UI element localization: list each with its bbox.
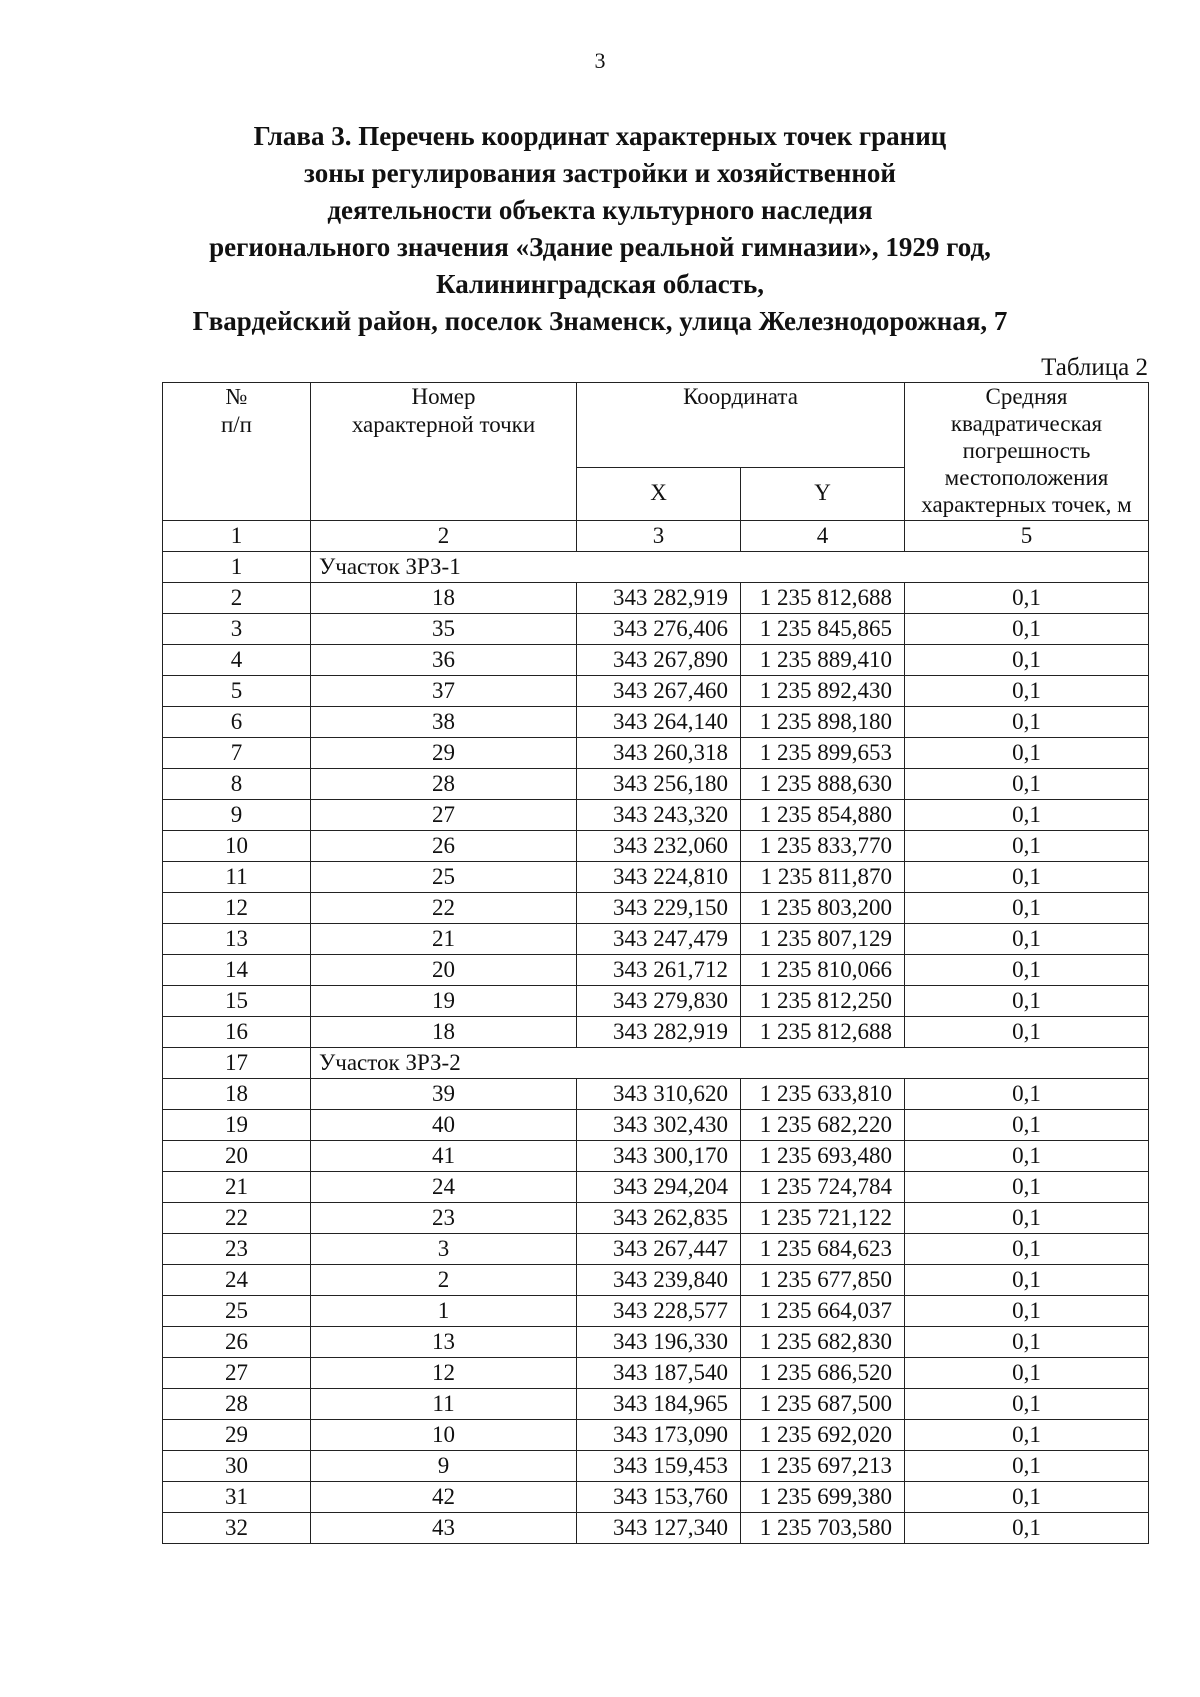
row-number-cell: 23 — [163, 1234, 311, 1265]
row-number-cell: 13 — [163, 924, 311, 955]
x-coordinate-cell: 343 232,060 — [577, 831, 741, 862]
error-cell: 0,1 — [905, 707, 1149, 738]
y-coordinate-cell: 1 235 697,213 — [741, 1451, 905, 1482]
row-number-cell: 5 — [163, 676, 311, 707]
y-coordinate-cell: 1 235 845,865 — [741, 614, 905, 645]
section-label-cell: Участок ЗРЗ-1 — [311, 552, 1149, 583]
header-row-number-sign: № — [225, 384, 248, 409]
section-row — [163, 552, 1149, 583]
table-row — [163, 1327, 1149, 1358]
x-coordinate-cell: 343 267,890 — [577, 645, 741, 676]
header-point-number — [311, 383, 577, 521]
row-number-cell: 32 — [163, 1513, 311, 1544]
x-coordinate-cell: 343 264,140 — [577, 707, 741, 738]
column-number-row — [163, 521, 1149, 552]
section-label-cell: Участок ЗРЗ-2 — [311, 1048, 1149, 1079]
point-number-cell: 9 — [311, 1451, 577, 1482]
y-coordinate-cell: 1 235 687,500 — [741, 1389, 905, 1420]
point-number-cell: 37 — [311, 676, 577, 707]
error-cell: 0,1 — [905, 986, 1149, 1017]
title-line: зоны регулирования застройки и хозяйственной — [304, 158, 896, 188]
row-number-cell: 15 — [163, 986, 311, 1017]
x-coordinate-cell: 343 276,406 — [577, 614, 741, 645]
point-number-cell: 1 — [311, 1296, 577, 1327]
point-number-cell: 39 — [311, 1079, 577, 1110]
x-coordinate-cell: 343 173,090 — [577, 1420, 741, 1451]
row-number-cell: 7 — [163, 738, 311, 769]
row-number-cell: 28 — [163, 1389, 311, 1420]
y-coordinate-cell: 1 235 889,410 — [741, 645, 905, 676]
point-number-cell: 25 — [311, 862, 577, 893]
point-number-cell: 42 — [311, 1482, 577, 1513]
y-coordinate-cell: 1 235 699,380 — [741, 1482, 905, 1513]
error-cell: 0,1 — [905, 1172, 1149, 1203]
error-cell: 0,1 — [905, 1017, 1149, 1048]
table-row — [163, 893, 1149, 924]
x-coordinate-cell: 343 159,453 — [577, 1451, 741, 1482]
table-row — [163, 1141, 1149, 1172]
header-coordinate: Координата — [577, 383, 905, 468]
x-coordinate-cell: 343 243,320 — [577, 800, 741, 831]
y-coordinate-cell: 1 235 682,830 — [741, 1327, 905, 1358]
row-number-cell: 4 — [163, 645, 311, 676]
row-number-cell: 2 — [163, 583, 311, 614]
header-y: Y — [741, 468, 905, 521]
point-number-cell: 22 — [311, 893, 577, 924]
error-cell: 0,1 — [905, 831, 1149, 862]
header-error: Средняя квадратическая погрешность местоположения характерных точек, м — [905, 383, 1149, 521]
point-number-cell: 27 — [311, 800, 577, 831]
error-cell: 0,1 — [905, 1203, 1149, 1234]
error-cell: 0,1 — [905, 1141, 1149, 1172]
table-row — [163, 1358, 1149, 1389]
row-number-cell: 22 — [163, 1203, 311, 1234]
x-coordinate-cell: 343 187,540 — [577, 1358, 741, 1389]
title-line: Калининградская область, — [435, 269, 764, 299]
point-number-cell: 28 — [311, 769, 577, 800]
error-cell: 0,1 — [905, 769, 1149, 800]
point-number-cell: 20 — [311, 955, 577, 986]
point-number-cell: 10 — [311, 1420, 577, 1451]
error-cell: 0,1 — [905, 1482, 1149, 1513]
row-number-cell: 29 — [163, 1420, 311, 1451]
table-row — [163, 769, 1149, 800]
error-cell: 0,1 — [905, 1079, 1149, 1110]
title-line: регионального значения «Здание реальной гимназии», 1929 год, — [209, 232, 991, 262]
row-number-cell: 10 — [163, 831, 311, 862]
point-number-cell: 26 — [311, 831, 577, 862]
x-coordinate-cell: 343 300,170 — [577, 1141, 741, 1172]
table-row — [163, 738, 1149, 769]
y-coordinate-cell: 1 235 811,870 — [741, 862, 905, 893]
header-point-number-line1: Номер — [411, 384, 476, 409]
y-coordinate-cell: 1 235 892,430 — [741, 676, 905, 707]
point-number-cell: 18 — [311, 1017, 577, 1048]
error-cell: 0,1 — [905, 1265, 1149, 1296]
table-row — [163, 1451, 1149, 1482]
x-coordinate-cell: 343 127,340 — [577, 1513, 741, 1544]
table-row — [163, 1203, 1149, 1234]
x-coordinate-cell: 343 282,919 — [577, 1017, 741, 1048]
page-number: 3 — [594, 48, 606, 73]
y-coordinate-cell: 1 235 724,784 — [741, 1172, 905, 1203]
error-cell: 0,1 — [905, 1420, 1149, 1451]
y-coordinate-cell: 1 235 684,623 — [741, 1234, 905, 1265]
x-coordinate-cell: 343 153,760 — [577, 1482, 741, 1513]
table-row — [163, 614, 1149, 645]
column-number: 2 — [311, 521, 577, 552]
x-coordinate-cell: 343 256,180 — [577, 769, 741, 800]
chapter-title — [150, 118, 1050, 340]
table-row — [163, 986, 1149, 1017]
row-number-cell: 18 — [163, 1079, 311, 1110]
point-number-cell: 21 — [311, 924, 577, 955]
table-row — [163, 1079, 1149, 1110]
x-coordinate-cell: 343 294,204 — [577, 1172, 741, 1203]
table-row — [163, 1172, 1149, 1203]
error-cell: 0,1 — [905, 583, 1149, 614]
point-number-cell: 29 — [311, 738, 577, 769]
row-number-cell: 17 — [163, 1048, 311, 1079]
y-coordinate-cell: 1 235 721,122 — [741, 1203, 905, 1234]
x-coordinate-cell: 343 228,577 — [577, 1296, 741, 1327]
error-cell: 0,1 — [905, 614, 1149, 645]
x-coordinate-cell: 343 239,840 — [577, 1265, 741, 1296]
x-coordinate-cell: 343 279,830 — [577, 986, 741, 1017]
column-number: 1 — [163, 521, 311, 552]
point-number-cell: 3 — [311, 1234, 577, 1265]
column-number: 4 — [741, 521, 905, 552]
y-coordinate-cell: 1 235 682,220 — [741, 1110, 905, 1141]
x-coordinate-cell: 343 196,330 — [577, 1327, 741, 1358]
table-body — [163, 552, 1149, 1544]
y-coordinate-cell: 1 235 633,810 — [741, 1079, 905, 1110]
point-number-cell: 35 — [311, 614, 577, 645]
y-coordinate-cell: 1 235 888,630 — [741, 769, 905, 800]
table-row — [163, 1420, 1149, 1451]
table-row — [163, 707, 1149, 738]
row-number-cell: 3 — [163, 614, 311, 645]
row-number-cell: 6 — [163, 707, 311, 738]
y-coordinate-cell: 1 235 899,653 — [741, 738, 905, 769]
y-coordinate-cell: 1 235 803,200 — [741, 893, 905, 924]
error-cell: 0,1 — [905, 676, 1149, 707]
table-row — [163, 1482, 1149, 1513]
x-coordinate-cell: 343 267,447 — [577, 1234, 741, 1265]
title-line: Гвардейский район, поселок Знаменск, улица Железнодорожная, 7 — [192, 306, 1008, 336]
error-cell: 0,1 — [905, 645, 1149, 676]
column-number: 3 — [577, 521, 741, 552]
row-number-cell: 12 — [163, 893, 311, 924]
row-number-cell: 25 — [163, 1296, 311, 1327]
x-coordinate-cell: 343 260,318 — [577, 738, 741, 769]
section-row — [163, 1048, 1149, 1079]
row-number-cell: 8 — [163, 769, 311, 800]
point-number-cell: 41 — [311, 1141, 577, 1172]
x-coordinate-cell: 343 310,620 — [577, 1079, 741, 1110]
error-cell: 0,1 — [905, 1296, 1149, 1327]
row-number-cell: 21 — [163, 1172, 311, 1203]
row-number-cell: 9 — [163, 800, 311, 831]
y-coordinate-cell: 1 235 854,880 — [741, 800, 905, 831]
point-number-cell: 40 — [311, 1110, 577, 1141]
point-number-cell: 12 — [311, 1358, 577, 1389]
x-coordinate-cell: 343 302,430 — [577, 1110, 741, 1141]
y-coordinate-cell: 1 235 693,480 — [741, 1141, 905, 1172]
row-number-cell: 20 — [163, 1141, 311, 1172]
error-cell: 0,1 — [905, 955, 1149, 986]
header-x: X — [577, 468, 741, 521]
title-line: деятельности объекта культурного наследия — [327, 195, 873, 225]
x-coordinate-cell: 343 247,479 — [577, 924, 741, 955]
coordinates-table — [162, 382, 1149, 1544]
y-coordinate-cell: 1 235 664,037 — [741, 1296, 905, 1327]
y-coordinate-cell: 1 235 812,250 — [741, 986, 905, 1017]
table-row — [163, 1296, 1149, 1327]
x-coordinate-cell: 343 282,919 — [577, 583, 741, 614]
error-cell: 0,1 — [905, 1389, 1149, 1420]
table-row — [163, 1389, 1149, 1420]
error-cell: 0,1 — [905, 893, 1149, 924]
point-number-cell: 18 — [311, 583, 577, 614]
table-caption: Таблица 2 — [1041, 354, 1148, 381]
error-cell: 0,1 — [905, 1358, 1149, 1389]
table-row — [163, 1110, 1149, 1141]
point-number-cell: 19 — [311, 986, 577, 1017]
error-cell: 0,1 — [905, 800, 1149, 831]
point-number-cell: 11 — [311, 1389, 577, 1420]
row-number-cell: 24 — [163, 1265, 311, 1296]
y-coordinate-cell: 1 235 677,850 — [741, 1265, 905, 1296]
y-coordinate-cell: 1 235 812,688 — [741, 1017, 905, 1048]
table-row — [163, 1513, 1149, 1544]
table-row — [163, 831, 1149, 862]
point-number-cell: 13 — [311, 1327, 577, 1358]
error-cell: 0,1 — [905, 862, 1149, 893]
point-number-cell: 23 — [311, 1203, 577, 1234]
error-cell: 0,1 — [905, 1110, 1149, 1141]
error-cell: 0,1 — [905, 1513, 1149, 1544]
point-number-cell: 24 — [311, 1172, 577, 1203]
row-number-cell: 14 — [163, 955, 311, 986]
point-number-cell: 38 — [311, 707, 577, 738]
title-line: Глава 3. Перечень координат характерных точек границ — [253, 121, 947, 151]
error-cell: 0,1 — [905, 738, 1149, 769]
column-number: 5 — [905, 521, 1149, 552]
y-coordinate-cell: 1 235 703,580 — [741, 1513, 905, 1544]
table-row — [163, 1017, 1149, 1048]
row-number-cell: 11 — [163, 862, 311, 893]
x-coordinate-cell: 343 267,460 — [577, 676, 741, 707]
row-number-cell: 27 — [163, 1358, 311, 1389]
row-number-cell: 1 — [163, 552, 311, 583]
table-row — [163, 676, 1149, 707]
header-row-number — [163, 383, 311, 521]
y-coordinate-cell: 1 235 692,020 — [741, 1420, 905, 1451]
table-row — [163, 862, 1149, 893]
y-coordinate-cell: 1 235 833,770 — [741, 831, 905, 862]
row-number-cell: 16 — [163, 1017, 311, 1048]
row-number-cell: 31 — [163, 1482, 311, 1513]
error-cell: 0,1 — [905, 1234, 1149, 1265]
y-coordinate-cell: 1 235 686,520 — [741, 1358, 905, 1389]
row-number-cell: 30 — [163, 1451, 311, 1482]
point-number-cell: 36 — [311, 645, 577, 676]
row-number-cell: 19 — [163, 1110, 311, 1141]
error-cell: 0,1 — [905, 1327, 1149, 1358]
x-coordinate-cell: 343 229,150 — [577, 893, 741, 924]
x-coordinate-cell: 343 224,810 — [577, 862, 741, 893]
table-row — [163, 583, 1149, 614]
table-row — [163, 800, 1149, 831]
y-coordinate-cell: 1 235 810,066 — [741, 955, 905, 986]
table-row — [163, 1234, 1149, 1265]
y-coordinate-cell: 1 235 898,180 — [741, 707, 905, 738]
table-row — [163, 1265, 1149, 1296]
error-cell: 0,1 — [905, 924, 1149, 955]
row-number-cell: 26 — [163, 1327, 311, 1358]
error-cell: 0,1 — [905, 1451, 1149, 1482]
y-coordinate-cell: 1 235 807,129 — [741, 924, 905, 955]
point-number-cell: 43 — [311, 1513, 577, 1544]
x-coordinate-cell: 343 261,712 — [577, 955, 741, 986]
header-row-number-label: п/п — [220, 412, 252, 437]
point-number-cell: 2 — [311, 1265, 577, 1296]
table-row — [163, 955, 1149, 986]
table-row — [163, 924, 1149, 955]
table-row — [163, 645, 1149, 676]
x-coordinate-cell: 343 184,965 — [577, 1389, 741, 1420]
header-point-number-line2: характерной точки — [351, 412, 536, 437]
y-coordinate-cell: 1 235 812,688 — [741, 583, 905, 614]
x-coordinate-cell: 343 262,835 — [577, 1203, 741, 1234]
